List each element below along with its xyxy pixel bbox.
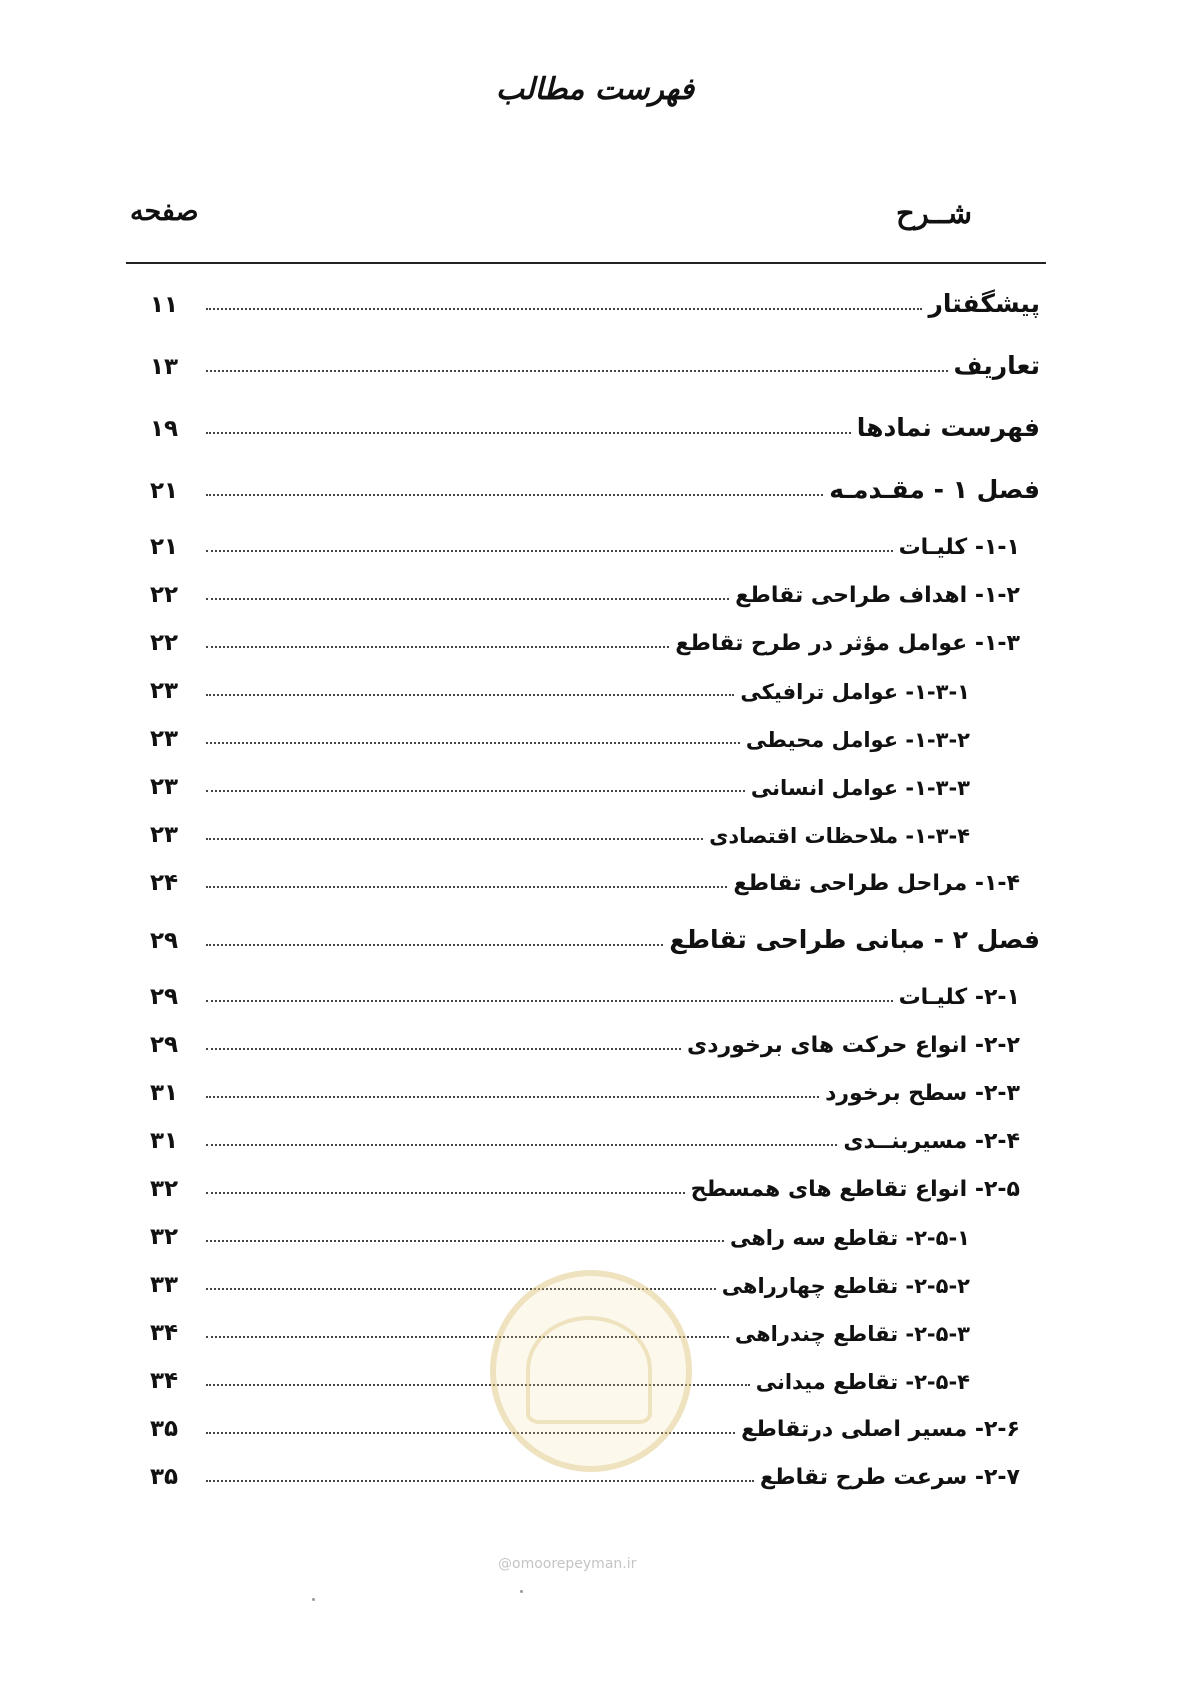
toc-entry-title: فهرست نمادها bbox=[856, 413, 1040, 442]
toc-entry-title: ۱-۳-۴- ملاحظات اقتصادی bbox=[709, 824, 970, 848]
dot-leader bbox=[206, 597, 729, 600]
toc-entry bbox=[150, 520, 1040, 560]
toc-entry-title: ۲-۵- انواع تقاطع های همسطح bbox=[690, 1177, 1020, 1202]
dot-leader bbox=[206, 837, 703, 840]
toc-entry-page: ۲۳ bbox=[150, 822, 179, 848]
toc-entry-title: ۲-۵-۲- تقاطع چهارراهی bbox=[721, 1274, 970, 1298]
toc-entry-title: تعاریف bbox=[953, 351, 1040, 380]
toc-entry-title: ۲-۷- سرعت طرح تقاطع bbox=[759, 1465, 1020, 1490]
dot-leader bbox=[206, 885, 727, 888]
toc-entry-page: ۲۲ bbox=[150, 630, 179, 656]
toc-entry-page: ۳۲ bbox=[150, 1224, 179, 1250]
dot-leader bbox=[206, 1095, 819, 1098]
toc-entry-title: ۲-۳- سطح برخورد bbox=[825, 1081, 1020, 1106]
dot-leader bbox=[206, 999, 893, 1002]
toc-entry bbox=[150, 856, 1040, 896]
toc-entry bbox=[150, 1210, 1040, 1250]
dot-leader bbox=[206, 369, 948, 372]
toc-entry-title: ۲-۲- انواع حرکت های برخوردی bbox=[687, 1033, 1020, 1058]
toc-entry-title: ۲-۴- مسیربنــدی bbox=[843, 1129, 1020, 1154]
toc-entry-page: ۳۵ bbox=[150, 1464, 179, 1490]
toc-entry-page: ۲۱ bbox=[150, 478, 179, 504]
toc-entry-page: ۳۲ bbox=[150, 1176, 179, 1202]
toc-entry-page: ۱۳ bbox=[150, 354, 179, 380]
toc-entry bbox=[150, 616, 1040, 656]
toc-entry-page: ۲۴ bbox=[150, 870, 179, 896]
toc-entry-title: ۱-۲- اهداف طراحی تقاطع bbox=[735, 583, 1020, 608]
toc-entry bbox=[150, 278, 1040, 318]
page-column-header: صفحه bbox=[130, 196, 199, 227]
toc-entry-title: پیشگفتار bbox=[928, 289, 1040, 318]
toc-entry-title: ۱-۴- مراحل طراحی تقاطع bbox=[733, 871, 1020, 896]
dot-leader bbox=[206, 943, 663, 946]
toc-entry-page: ۱۱ bbox=[150, 292, 179, 318]
page-title: فهرست مطالب bbox=[495, 72, 695, 107]
toc-entry-title: ۱-۱- کلیـات bbox=[898, 535, 1020, 560]
dot-leader bbox=[206, 431, 851, 434]
dot-leader bbox=[206, 741, 740, 744]
scan-speck bbox=[312, 1598, 315, 1601]
toc-entry bbox=[150, 970, 1040, 1010]
toc-entry-page: ۲۹ bbox=[150, 928, 179, 954]
dot-leader bbox=[206, 1143, 837, 1146]
dot-leader bbox=[206, 789, 745, 792]
toc-entry-page: ۲۱ bbox=[150, 534, 179, 560]
toc-entry bbox=[150, 712, 1040, 752]
dot-leader bbox=[206, 1239, 724, 1242]
toc-entry-title: ۱-۳-۱- عوامل ترافیکی bbox=[740, 680, 970, 704]
watermark-seal-icon bbox=[490, 1270, 692, 1472]
toc-entry-page: ۲۳ bbox=[150, 678, 179, 704]
toc-entry bbox=[150, 1066, 1040, 1106]
toc-entry-page: ۲۳ bbox=[150, 726, 179, 752]
toc-entry-title: ۲-۶- مسیر اصلی درتقاطع bbox=[741, 1417, 1020, 1442]
toc-entry-title: ۲-۵-۱- تقاطع سه راهی bbox=[729, 1226, 970, 1250]
toc-entry bbox=[150, 664, 1040, 704]
watermark-url: @omoorepeyman.ir bbox=[498, 1556, 637, 1572]
toc-entry bbox=[150, 914, 1040, 954]
toc-entry bbox=[150, 340, 1040, 380]
dot-leader bbox=[206, 1191, 685, 1194]
toc-entry bbox=[150, 1162, 1040, 1202]
toc-entry bbox=[150, 402, 1040, 442]
dot-leader bbox=[206, 307, 922, 310]
dot-leader bbox=[206, 1479, 754, 1482]
toc-entry bbox=[150, 1114, 1040, 1154]
dot-leader bbox=[206, 549, 893, 552]
toc-entry-title: ۱-۳-۲- عوامل محیطی bbox=[745, 728, 970, 752]
toc-entry bbox=[150, 760, 1040, 800]
toc-entry bbox=[150, 568, 1040, 608]
dot-leader bbox=[206, 645, 669, 648]
toc-entry-title: فصل ۲ - مبانی طراحی تقاطع bbox=[669, 925, 1040, 954]
toc-entry-page: ۳۱ bbox=[150, 1128, 179, 1154]
toc-entry-page: ۲۲ bbox=[150, 582, 179, 608]
toc-entry-title: ۲-۵-۴- تقاطع میدانی bbox=[755, 1370, 970, 1394]
header-divider bbox=[126, 262, 1046, 264]
toc-entry-title: ۱-۳- عوامل مؤثر در طرح تقاطع bbox=[675, 631, 1020, 656]
toc-entry bbox=[150, 1018, 1040, 1058]
toc-entry-title: ۲-۵-۳- تقاطع چندراهی bbox=[734, 1322, 970, 1346]
toc-entry-page: ۳۴ bbox=[150, 1368, 179, 1394]
toc-entry-page: ۲۹ bbox=[150, 984, 179, 1010]
toc-entry-page: ۲۳ bbox=[150, 774, 179, 800]
toc-entry-title: ۱-۳-۳- عوامل انسانی bbox=[750, 776, 970, 800]
description-column-header: شــرح bbox=[895, 196, 972, 230]
toc-entry-page: ۳۴ bbox=[150, 1320, 179, 1346]
toc-entry bbox=[150, 464, 1040, 504]
toc-entry-page: ۳۱ bbox=[150, 1080, 179, 1106]
toc-entry-page: ۱۹ bbox=[150, 416, 179, 442]
toc-entry bbox=[150, 808, 1040, 848]
toc-entry-page: ۳۳ bbox=[150, 1272, 179, 1298]
dot-leader bbox=[206, 1047, 681, 1050]
toc-entry-page: ۳۵ bbox=[150, 1416, 179, 1442]
scan-speck bbox=[520, 1590, 523, 1593]
dot-leader bbox=[206, 493, 823, 496]
dot-leader bbox=[206, 693, 734, 696]
watermark-emblem-icon bbox=[526, 1316, 652, 1424]
toc-entry-title: ۲-۱- کلیـات bbox=[898, 985, 1020, 1010]
toc-entry-title: فصل ۱ - مقـدمـه bbox=[829, 475, 1040, 504]
toc-entry-page: ۲۹ bbox=[150, 1032, 179, 1058]
